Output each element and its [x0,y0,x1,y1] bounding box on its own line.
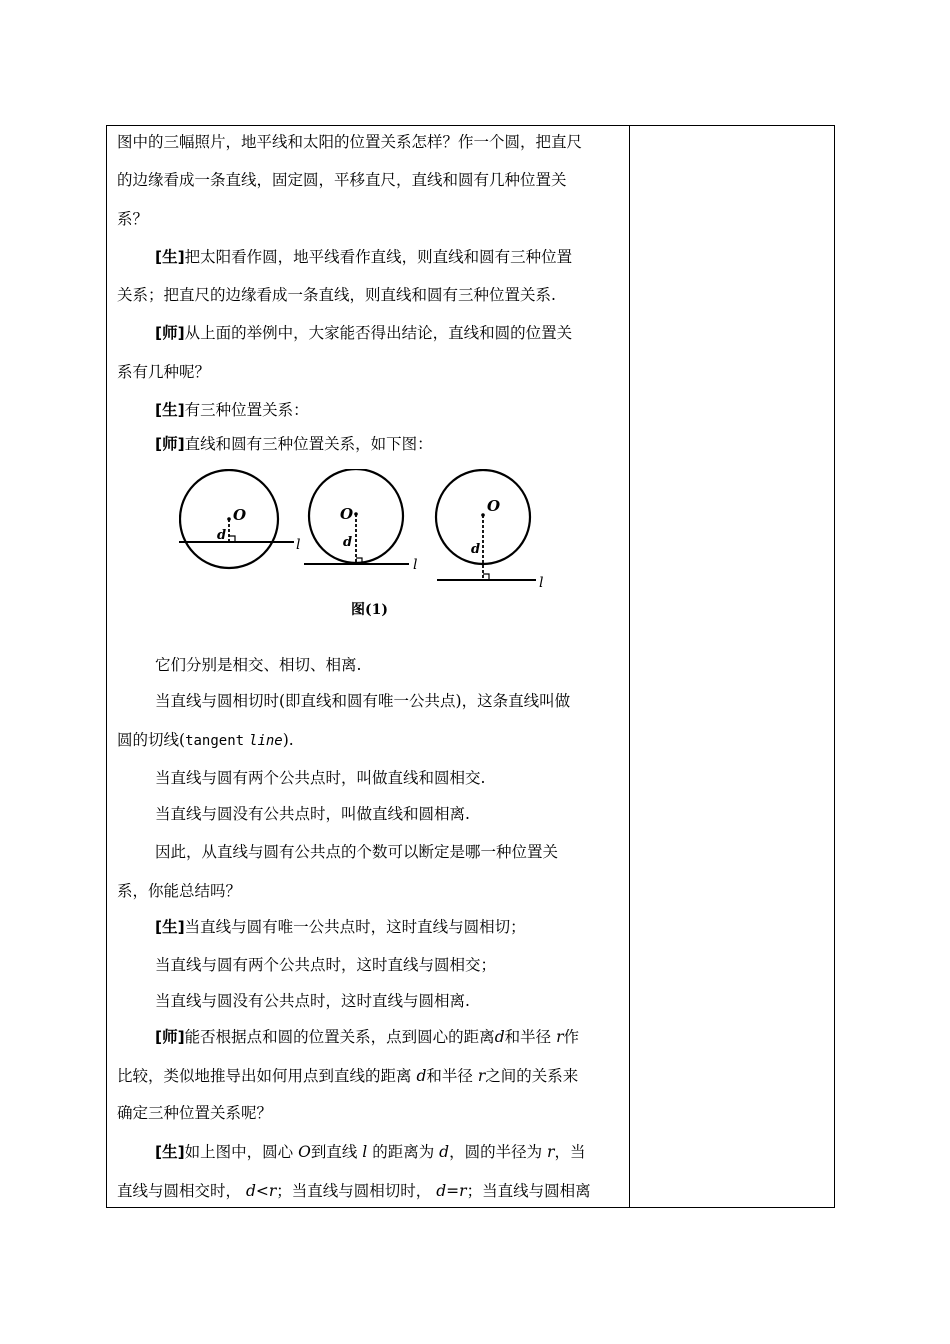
text-span: ；当直线与圆相切时， [276,1182,432,1200]
label-O: O [487,497,501,515]
text-span: r [477,1067,486,1085]
text-span: line [249,733,283,749]
text-span: 圆的切线( [117,731,186,749]
text-line: 图中的三幅照片，地平线和太阳的位置关系怎样？作一个圆，把直尺 [117,133,583,151]
text-line: 当直线与圆没有公共点时，叫做直线和圆相离. [155,805,470,823]
text-line [117,1066,578,1086]
text-span: l [362,1143,368,1161]
text-span: 和半径 [504,1028,552,1046]
text-line: 当直线与圆没有公共点时，这时直线与圆相离. [155,992,470,1010]
text-span: 直线和圆有三种位置关系，如下图： [184,435,433,453]
text-line: 关系；把直尺的边缘看成一条直线，则直线和圆有三种位置关系. [117,286,556,304]
text-span: d [494,1028,505,1046]
text-line [117,730,294,751]
text-span: d [416,1067,427,1085]
text-span: 从上面的举例中，大家能否得出结论，直线和圆的位置关 [184,324,573,342]
text-line: 当直线与圆有两个公共点时，叫做直线和圆相交. [155,769,486,787]
student-tag: [生] [155,401,185,419]
text-line: 的边缘看成一条直线，固定圆，平移直尺，直线和圆有几种位置关 [117,171,567,189]
text-span: 直线与圆相交时， [117,1182,242,1200]
text-span: tangent [185,733,245,749]
teacher-tag: [师] [155,435,185,453]
text-span: r [547,1143,555,1161]
paragraph-teacher-2 [155,434,433,454]
label-l: l [539,575,544,591]
lesson-table [106,125,835,1208]
label-l: l [413,557,418,573]
circle-line-figure [179,469,579,624]
text-span: 的距离为 [372,1143,435,1161]
text-line: 系，你能总结吗？ [117,882,242,900]
text-span: d [439,1143,450,1161]
label-d: d [471,542,481,557]
teacher-tag: [师] [155,1028,185,1046]
figure-caption: 图(1) [351,602,388,618]
student-tag: [生] [155,248,185,266]
text-line: 它们分别是相交、相切、相离. [155,656,362,674]
text-line [117,1181,591,1201]
text-span: 作 [563,1028,580,1046]
figure-tangent [304,469,417,573]
figure-separate [436,470,543,591]
paragraph-student-2 [155,400,309,420]
label-O: O [233,506,247,524]
label-d: d [217,528,227,543]
student-tag: [生] [155,918,185,936]
column-divider [629,126,630,1207]
text-span: ，圆的半径为 [449,1143,543,1161]
text-line: 系？ [117,210,149,228]
text-span: 和半径 [426,1067,473,1085]
text-line: 因此，从直线与圆有公共点的个数可以断定是哪一种位置关 [155,843,559,861]
text-span: r [556,1028,564,1046]
paragraph-teacher-1 [155,323,572,343]
teacher-tag: [师] [155,324,185,342]
student-tag: [生] [155,1143,185,1161]
text-span: d=r [436,1182,467,1200]
text-span: 当直线与圆有唯一公共点时，这时直线与圆相切； [184,918,526,936]
text-span: ). [282,731,294,749]
text-span: 有三种位置关系： [184,401,309,419]
figure-intersect [179,470,300,568]
text-span: ，当 [554,1143,586,1161]
paragraph-teacher-3 [155,1027,579,1047]
text-line: 当直线与圆相切时(即直线和圆有唯一公共点)，这条直线叫做 [155,692,571,710]
text-span: 比较，类似地推导出如何用点到直线的距离 [117,1067,412,1085]
paragraph-student-4 [155,1142,585,1162]
paragraph-student-3 [155,917,526,937]
label-l: l [296,537,301,553]
text-span: 之间的关系来 [485,1067,579,1085]
text-line: 确定三种位置关系呢？ [117,1104,273,1122]
text-span: 到直线 [310,1143,358,1161]
paragraph-student-1 [155,247,572,267]
text-span: 如上图中，圆心 [184,1143,294,1161]
text-span: 能否根据点和圆的位置关系，点到圆心的距离 [184,1028,495,1046]
text-line: 系有几种呢？ [117,363,211,381]
label-O: O [340,505,354,523]
text-span: O [298,1143,311,1161]
text-span: d<r [245,1182,277,1200]
label-d: d [343,535,353,550]
text-span: ；当直线与圆相离 [466,1182,591,1200]
text-line: 当直线与圆有两个公共点时，这时直线与圆相交； [155,956,497,974]
text-span: 把太阳看作圆，地平线看作直线，则直线和圆有三种位置 [184,248,573,266]
